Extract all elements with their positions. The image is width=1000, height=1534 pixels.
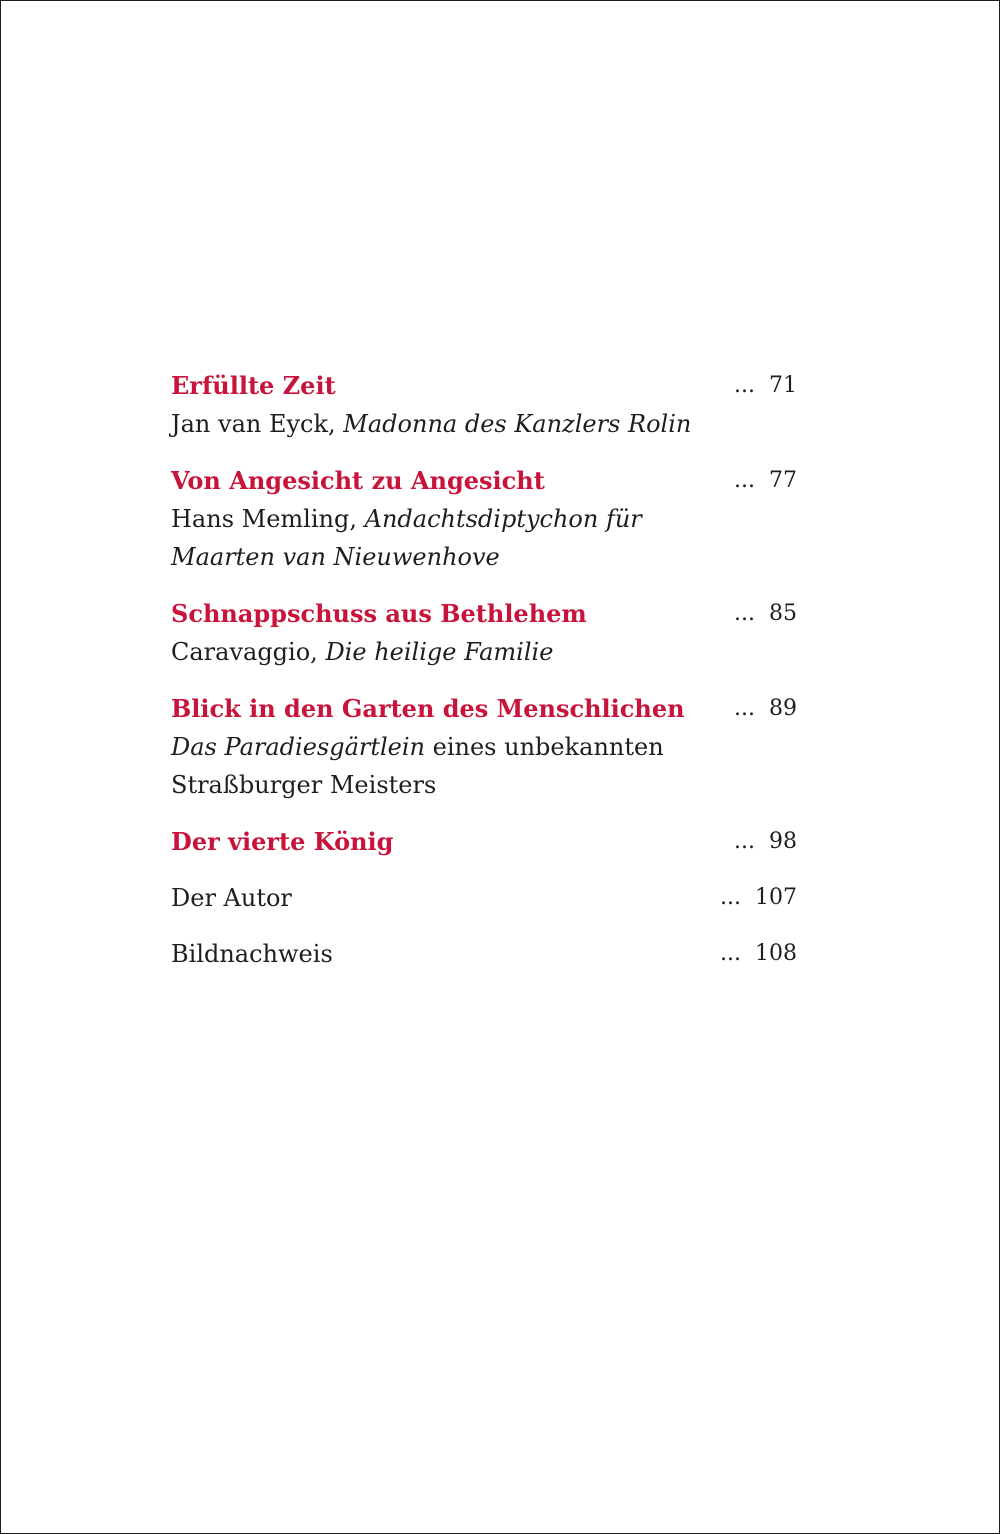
leader-dots: ... — [720, 885, 741, 910]
artwork-subtitle-line — [171, 538, 797, 576]
page-number: 71 — [769, 373, 797, 398]
chapter-title: Der vierte König — [171, 827, 394, 856]
artist-text: Hans Memling, — [171, 505, 365, 533]
toc-appendix-entry — [171, 879, 797, 917]
chapter-title: Erfüllte Zeit — [171, 371, 336, 400]
page-reference — [734, 823, 797, 861]
artist-text: Jan van Eyck, — [171, 410, 344, 438]
artist-text: Caravaggio, — [171, 638, 326, 666]
page-number: 98 — [769, 829, 797, 854]
page-number: 89 — [769, 696, 797, 721]
page-reference — [734, 367, 797, 405]
toc-entry — [171, 595, 797, 671]
page-reference — [734, 462, 797, 500]
page-reference — [734, 595, 797, 633]
artwork-subtitle-line — [171, 766, 797, 804]
toc-entry — [171, 690, 797, 804]
artist-text: Straßburger Meisters — [171, 771, 437, 799]
page-reference — [734, 690, 797, 728]
page-number: 85 — [769, 601, 797, 626]
leader-dots: ... — [734, 468, 755, 493]
appendix-title: Der Autor — [171, 884, 292, 912]
artwork-title: Maarten van Nieuwenhove — [171, 543, 500, 571]
page-reference — [720, 879, 797, 917]
page-number: 107 — [755, 885, 797, 910]
page-number: 108 — [755, 941, 797, 966]
leader-dots: ... — [734, 373, 755, 398]
artwork-title: Madonna des Kanzlers Rolin — [343, 410, 692, 438]
table-of-contents — [171, 367, 797, 973]
leader-dots: ... — [734, 601, 755, 626]
chapter-title: Blick in den Garten des Menschlichen — [171, 694, 685, 723]
chapter-title: Schnappschuss aus Bethlehem — [171, 599, 587, 628]
chapter-title: Von Angesicht zu Angesicht — [171, 466, 545, 495]
toc-entry — [171, 823, 797, 861]
leader-dots: ... — [734, 696, 755, 721]
leader-dots: ... — [720, 941, 741, 966]
artwork-subtitle-line — [171, 405, 797, 443]
appendix-title: Bildnachweis — [171, 940, 333, 968]
toc-entry — [171, 367, 797, 443]
leader-dots: ... — [734, 829, 755, 854]
toc-entry — [171, 462, 797, 576]
page-reference — [720, 935, 797, 973]
artwork-subtitle-line — [171, 633, 797, 671]
page-number: 77 — [769, 468, 797, 493]
artist-text: eines unbekannten — [425, 733, 664, 761]
artwork-title: Das Paradiesgärtlein — [171, 733, 426, 761]
artwork-subtitle-line — [171, 500, 797, 538]
artwork-title: Andachtsdiptychon für — [364, 505, 642, 533]
artwork-subtitle-line — [171, 728, 797, 766]
artwork-title: Die heilige Familie — [325, 638, 554, 666]
toc-appendix-entry — [171, 935, 797, 973]
